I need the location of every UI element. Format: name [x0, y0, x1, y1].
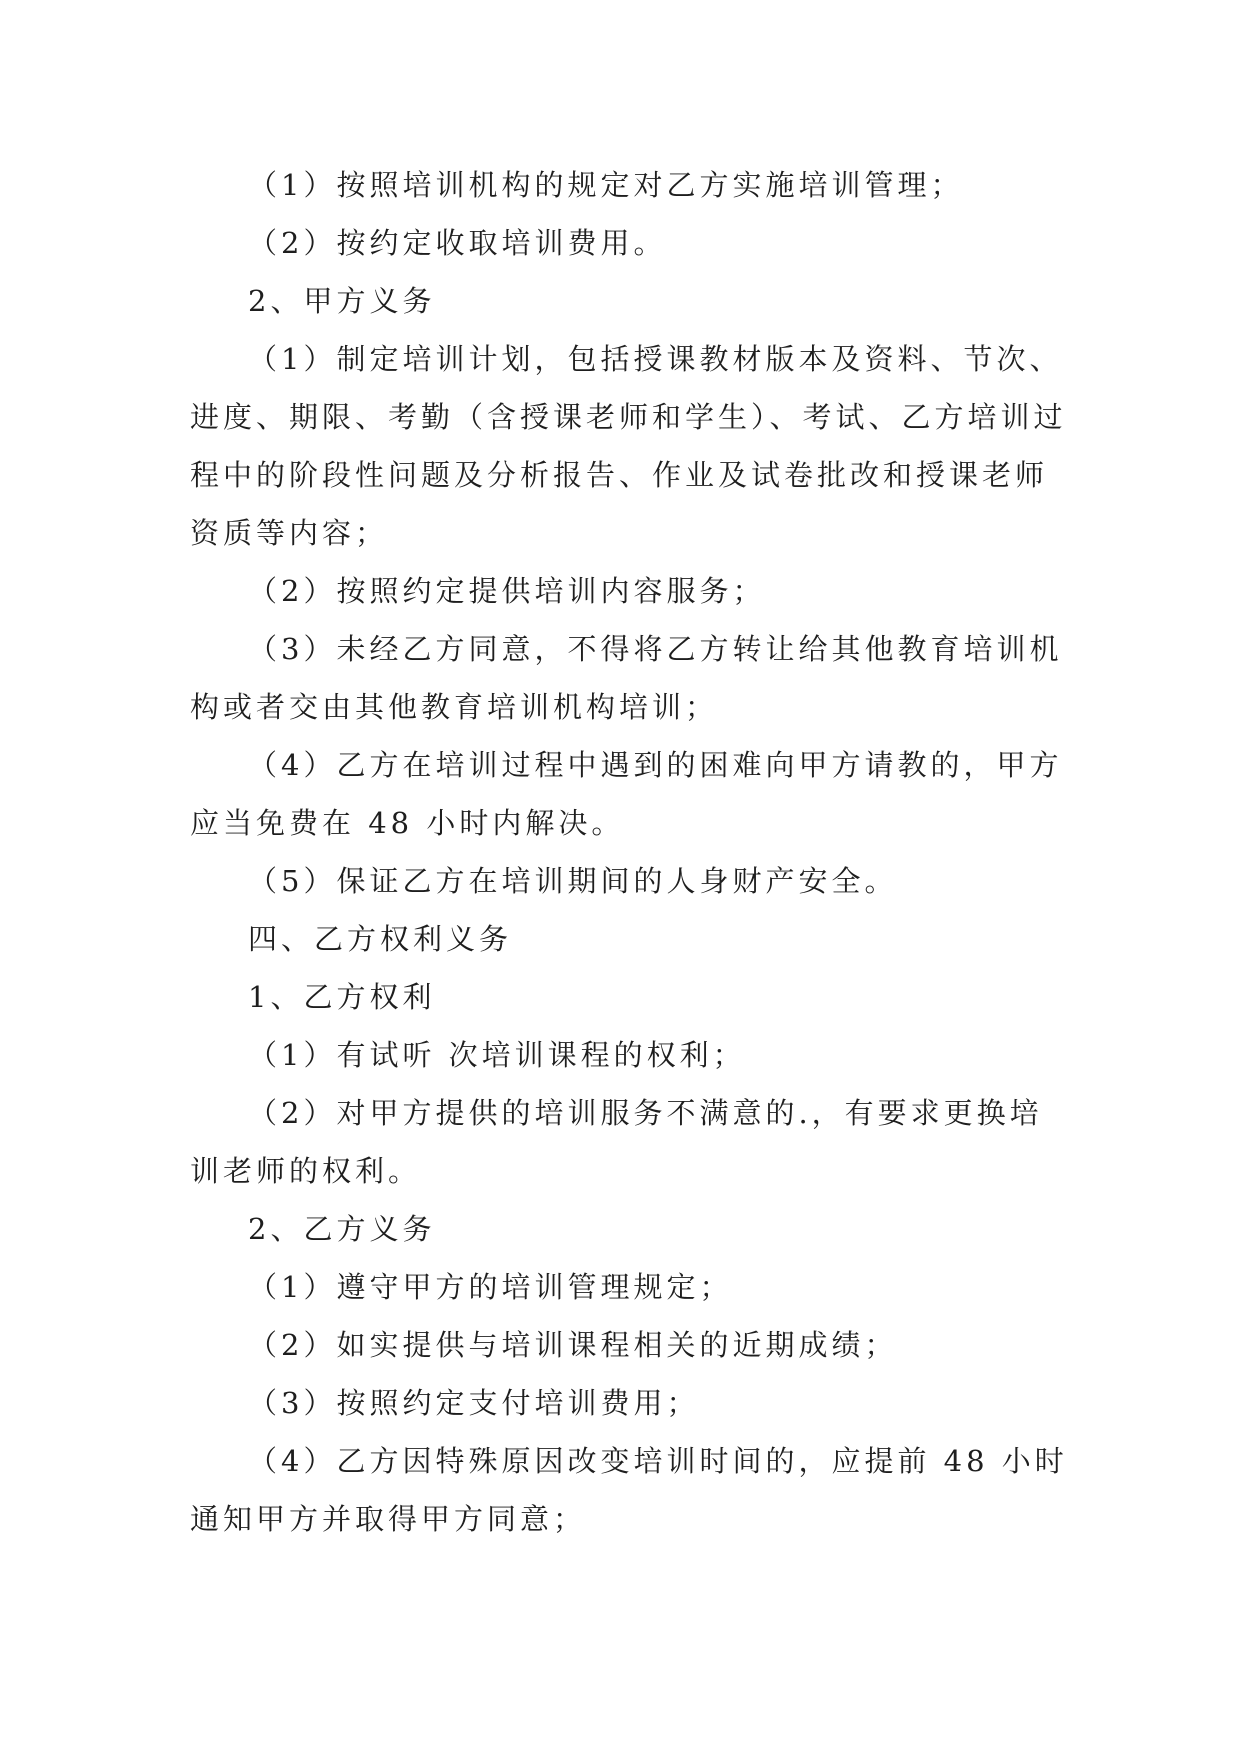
paragraph-10: 1、乙方权利 [248, 980, 436, 1014]
paragraph-15: （2）如实提供与培训课程相关的近期成绩； [248, 1328, 898, 1362]
paragraph-1: （1）按照培训机构的规定对乙方实施培训管理； [248, 168, 964, 202]
paragraph-4: （1）制定培训计划，包括授课教材版本及资料、节次、进度、期限、考勤（含授课老师和学生）、考试、乙方培训过程中的阶段性问题及分析报告、作业及试卷批改和授课老师资质等内容； [190, 342, 1067, 550]
paragraph-13: 2、乙方义务 [248, 1212, 436, 1246]
paragraph-2: （2）按约定收取培训费用。 [248, 226, 667, 260]
paragraph-3: 2、甲方义务 [248, 284, 436, 318]
paragraph-16: （3）按照约定支付培训费用； [248, 1386, 700, 1420]
paragraph-9: 四、乙方权利义务 [248, 922, 513, 956]
paragraph-14: （1）遵守甲方的培训管理规定； [248, 1270, 733, 1304]
paragraph-7: （4）乙方在培训过程中遇到的困难向甲方请教的，甲方应当免费在 48 小时内解决。 [190, 748, 1063, 840]
paragraph-5: （2）按照约定提供培训内容服务； [248, 574, 766, 608]
paragraph-8: （5）保证乙方在培训期间的人身财产安全。 [248, 864, 898, 898]
paragraph-12: （2）对甲方提供的培训服务不满意的.，有要求更换培训老师的权利。 [190, 1096, 1043, 1188]
paragraph-11: （1）有试听 次培训课程的权利； [248, 1038, 746, 1072]
paragraph-17: （4）乙方因特殊原因改变培训时间的，应提前 48 小时通知甲方并取得甲方同意； [190, 1444, 1068, 1536]
paragraph-6: （3）未经乙方同意，不得将乙方转让给其他教育培训机构或者交由其他教育培训机构培训； [190, 632, 1063, 724]
document-body [190, 156, 1070, 1548]
